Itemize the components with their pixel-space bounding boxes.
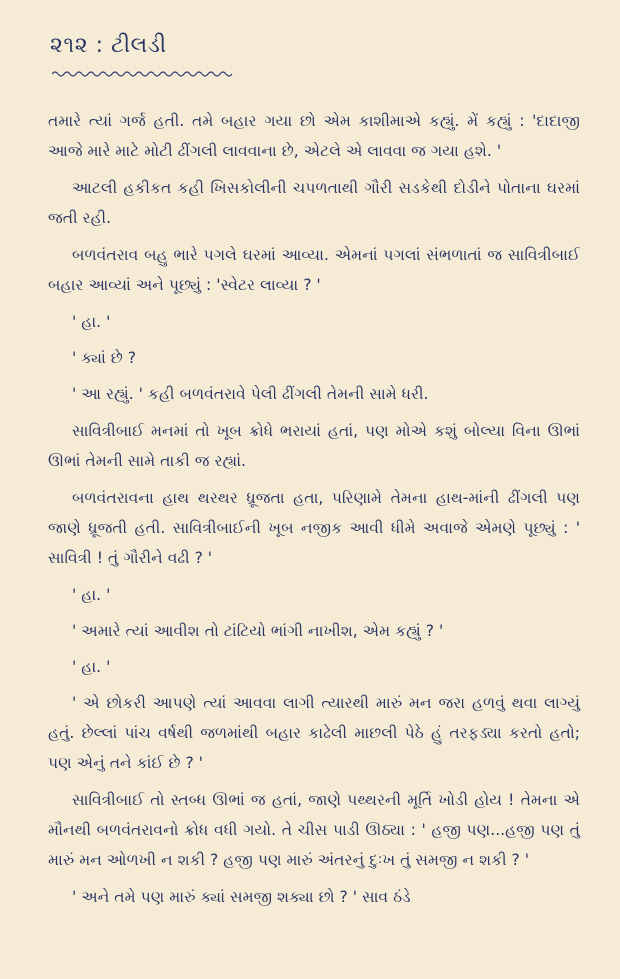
dialogue-line: ' અમારે ત્યાં આવીશ તો ટાંટિયો ભાંગી નાખીશ, એમ કહ્યું ? ' — [72, 622, 444, 640]
dialogue-line: ' હા. ' — [72, 313, 111, 331]
paragraph: સાવિત્રીબાઈ મનમાં તો ખૂબ ક્રોધે ભરાયાં હતાં, પણ મોએ કશું બોલ્યા વિના ઊભાં ઊભાં તેમની સામે તાકી જ રહ્યાં. — [48, 422, 580, 470]
paragraph: તમારે ત્યાં ગર્જ હતી. તમે બહાર ગયા છો એમ કાશીમાએ કહ્યું. મેં કહ્યું : 'દાદાજી આજે મારે માટે મોટી ઢીંગલી લાવવાના છે, એટલે એ લાવવા જ ગયા હશે. ' — [48, 112, 580, 160]
paragraph: બળવંતરાવના હાથ થરથર ધ્રૂજતા હતા, પરિણામે તેમના હાથ-માંની ઢીંગલી પણ જાણે ધ્રૂજતી હતી. સાવિત્રીબાઈની ખૂબ નજીક આવી ધીમે અવાજે એમણે પૂછ્યું : ' સાવિત્રી ! તું ગૌરીને વઢી ? ' — [48, 489, 580, 567]
wavy-underline-ornament — [52, 70, 234, 78]
paragraph: ' અને તમે પણ મારું ક્યાં સમજી શક્યા છો ? ' સાવ ઠંડે — [72, 888, 411, 906]
page-number: ૨૧૨ — [50, 33, 89, 58]
header-line — [48, 26, 580, 66]
paragraph: આટલી હકીકત કહી ખિસકોલીની ચપળતાથી ગૌરી સડકેથી દોડીને પોતાના ઘરમાં જતી રહી. — [48, 179, 580, 227]
running-header — [48, 26, 580, 84]
dialogue-line: ' હા. ' — [72, 586, 111, 604]
paragraph: બળવંતરાવ બહુ ભારે પગલે ઘરમાં આવ્યા. એમનાં પગલાં સંભળાતાં જ સાવિત્રીબાઈ બહાર આવ્યાં અને પૂછ્યું : 'સ્વેટર લાવ્યા ? ' — [48, 246, 580, 294]
paragraph: ' આ રહ્યું. ' કહી બળવંતરાવે પેલી ઢીંગલી તેમની સામે ધરી. — [72, 385, 429, 403]
page-body — [48, 106, 580, 912]
paragraph: ' એ છોકરી આપણે ત્યાં આવવા લાગી ત્યારથી મારું મન જરા હળવું થવા લાગ્યું હતું. છેલ્લાં પાંચ વર્ષથી જળમાંથી બહાર કાઢેલી માછલી પેઠે હું તરફડ્યા કરતો હતો; પણ એનું તને કાંઈ છે ? ' — [48, 694, 580, 772]
book-title: ટીલડી — [111, 33, 167, 58]
paragraph: સાવિત્રીબાઈ તો સ્તબ્ધ ઊભાં જ હતાં, જાણે પથ્થરની મૂર્તિ ખોડી હોય ! તેમના એ મૌનથી બળવંતરાવનો ક્રોધ વધી ગયો. તે ચીસ પાડી ઊઠ્યા : ' હજી પણ...હજી પણ તું મારું મન ઓળખી ન શકી ? હજી પણ મારું અંતરનું દુઃખ તું સમજી ન શકી ? ' — [48, 791, 580, 869]
header-separator: : — [95, 33, 104, 58]
dialogue-line: ' હા. ' — [72, 658, 111, 676]
dialogue-line: ' ક્યાં છે ? — [72, 349, 137, 367]
